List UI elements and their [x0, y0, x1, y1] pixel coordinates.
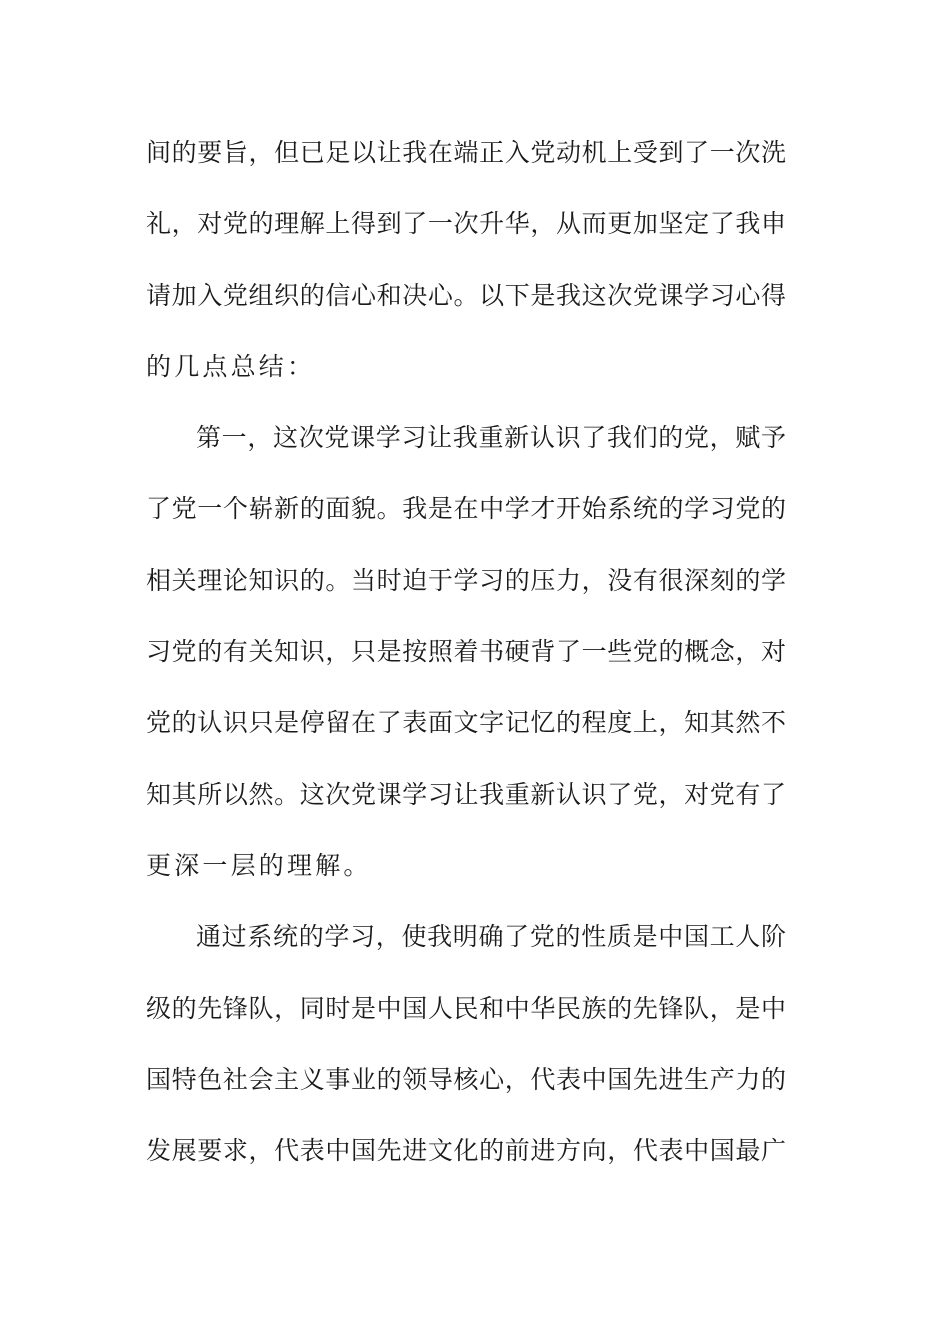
paragraph-first-line: 通过系统的学习，使我明确了党的性质是中国工人阶	[196, 922, 786, 952]
text-line: 礼，对党的理解上得到了一次升华，从而更加坚定了我申	[146, 209, 786, 239]
paragraph-first-line: 第一，这次党课学习让我重新认识了我们的党，赋予	[196, 423, 786, 453]
text-line: 发展要求，代表中国先进文化的前进方向，代表中国最广	[146, 1136, 786, 1166]
text-line: 习党的有关知识，只是按照着书硬背了一些党的概念，对	[146, 637, 786, 667]
text-line: 请加入党组织的信心和决心。以下是我这次党课学习心得	[146, 280, 786, 310]
document-body	[146, 128, 786, 1197]
text-line: 党的认识只是停留在了表面文字记忆的程度上，知其然不	[146, 708, 786, 738]
text-line: 的几点总结：	[146, 351, 316, 381]
text-line: 国特色社会主义事业的领导核心，代表中国先进生产力的	[146, 1064, 786, 1094]
text-line: 相关理论知识的。当时迫于学习的压力，没有很深刻的学	[146, 565, 786, 595]
text-line: 间的要旨，但已足以让我在端正入党动机上受到了一次洗	[146, 138, 786, 167]
text-line: 了党一个崭新的面貌。我是在中学才开始系统的学习党的	[146, 494, 786, 524]
text-line: 级的先锋队，同时是中国人民和中华民族的先锋队，是中	[146, 993, 786, 1023]
text-line: 知其所以然。这次党课学习让我重新认识了党，对党有了	[146, 779, 786, 809]
text-line: 更深一层的理解。	[146, 850, 372, 880]
